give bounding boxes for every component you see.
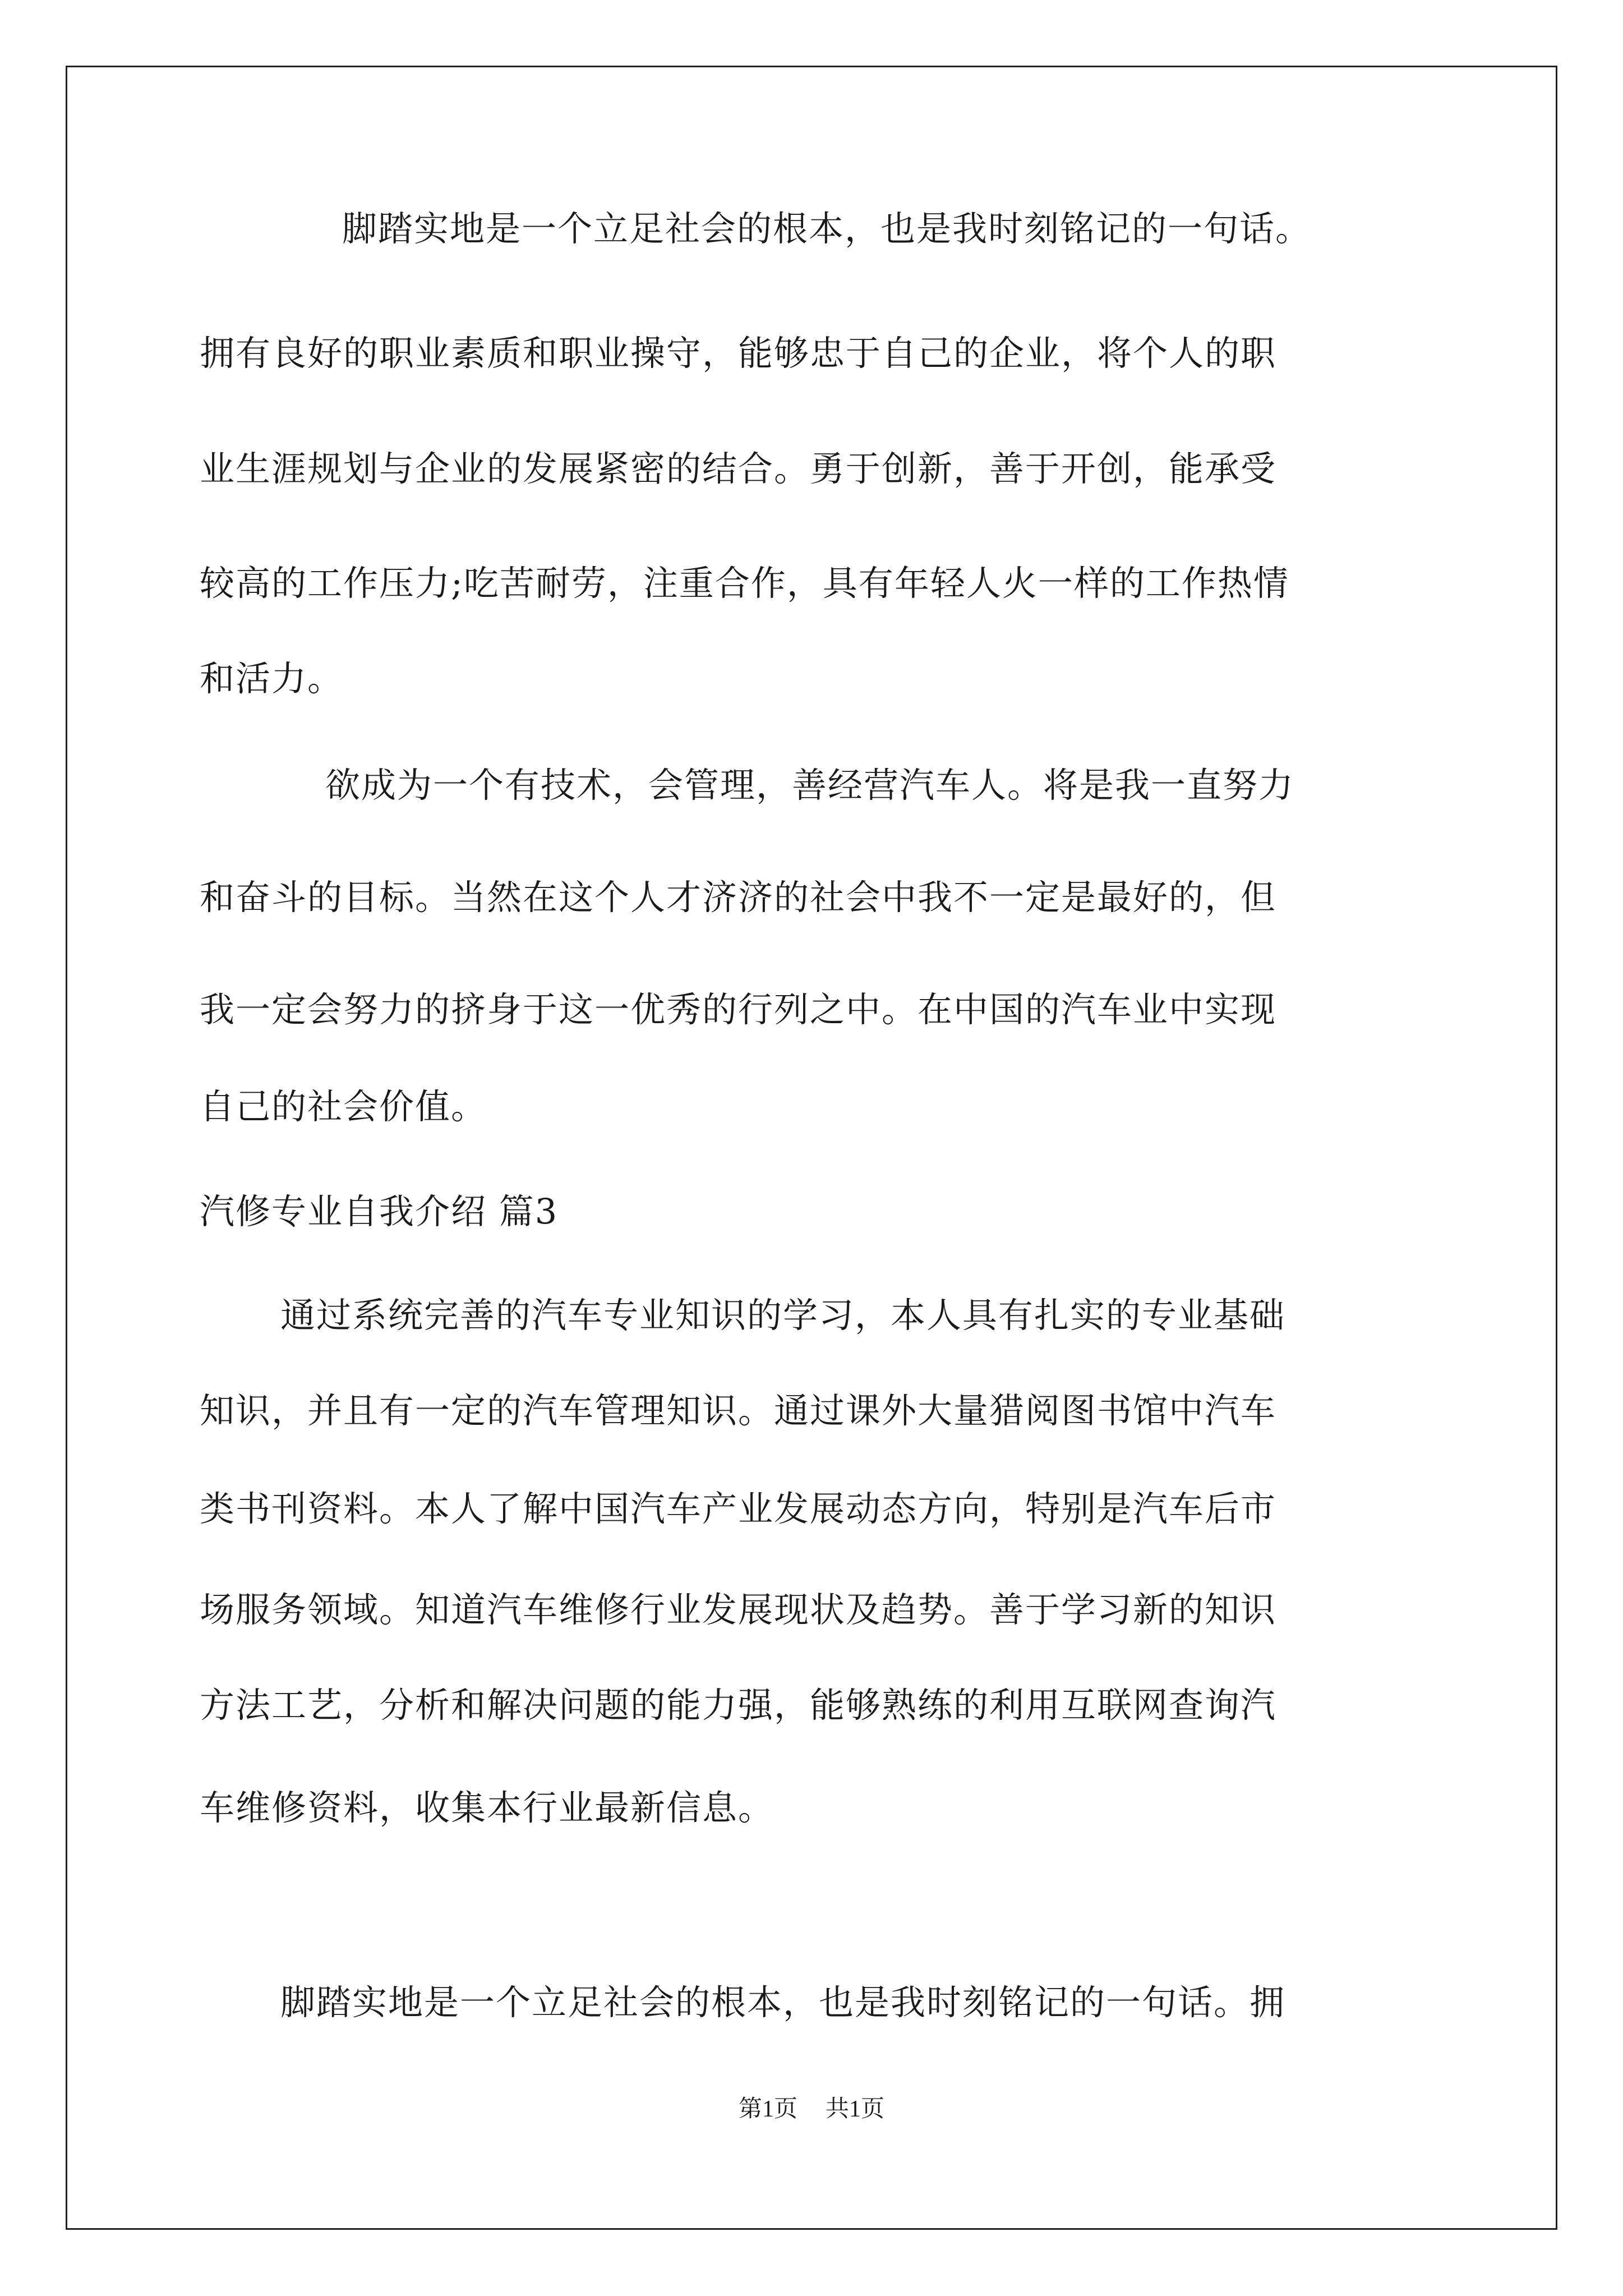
page-total: 共1页	[826, 2096, 885, 2122]
paragraph-line: 知识，并且有一定的汽车管理知识。通过课外大量猎阅图书馆中汽车	[200, 1390, 1277, 1431]
paragraph-line: 和活力。	[200, 658, 344, 699]
paragraph-line: 我一定会努力的挤身于这一优秀的行列之中。在中国的汽车业中实现	[200, 989, 1277, 1030]
paragraph-line: 类书刊资料。本人了解中国汽车产业发展动态方向，特别是汽车后市	[200, 1488, 1277, 1529]
page-footer	[0, 2092, 1623, 2126]
paragraph-line: 和奋斗的目标。当然在这个人才济济的社会中我不一定是最好的，但	[200, 877, 1277, 918]
paragraph-line: 业生涯规划与企业的发展紧密的结合。勇于创新，善于开创，能承受	[200, 448, 1277, 489]
page-border	[66, 66, 1557, 2230]
paragraph-line: 场服务领域。知道汽车维修行业发展现状及趋势。善于学习新的知识	[200, 1589, 1277, 1630]
paragraph-line: 车维修资料，收集本行业最新信息。	[200, 1787, 774, 1828]
paragraph-line: 自己的社会价值。	[200, 1086, 487, 1127]
paragraph-line: 欲成为一个有技术，会管理，善经营汽车人。将是我一直努力	[325, 765, 1295, 806]
paragraph-line: 方法工艺，分析和解决问题的能力强，能够熟练的利用互联网查询汽	[200, 1685, 1277, 1726]
section-heading: 汽修专业自我介绍 篇3	[200, 1191, 559, 1232]
paragraph-line: 脚踏实地是一个立足社会的根本，也是我时刻铭记的一句话。拥	[280, 1982, 1286, 2023]
paragraph-line: 较高的工作压力;吃苦耐劳，注重合作，具有年轻人火一样的工作热情	[200, 563, 1289, 604]
paragraph-line: 通过系统完善的汽车专业知识的学习，本人具有扎实的专业基础	[280, 1295, 1286, 1336]
paragraph-line: 拥有良好的职业素质和职业操守，能够忠于自己的企业，将个人的职	[200, 333, 1277, 374]
page-number: 第1页	[738, 2096, 797, 2122]
paragraph-line: 脚踏实地是一个立足社会的根本，也是我时刻铭记的一句话。	[342, 208, 1312, 249]
